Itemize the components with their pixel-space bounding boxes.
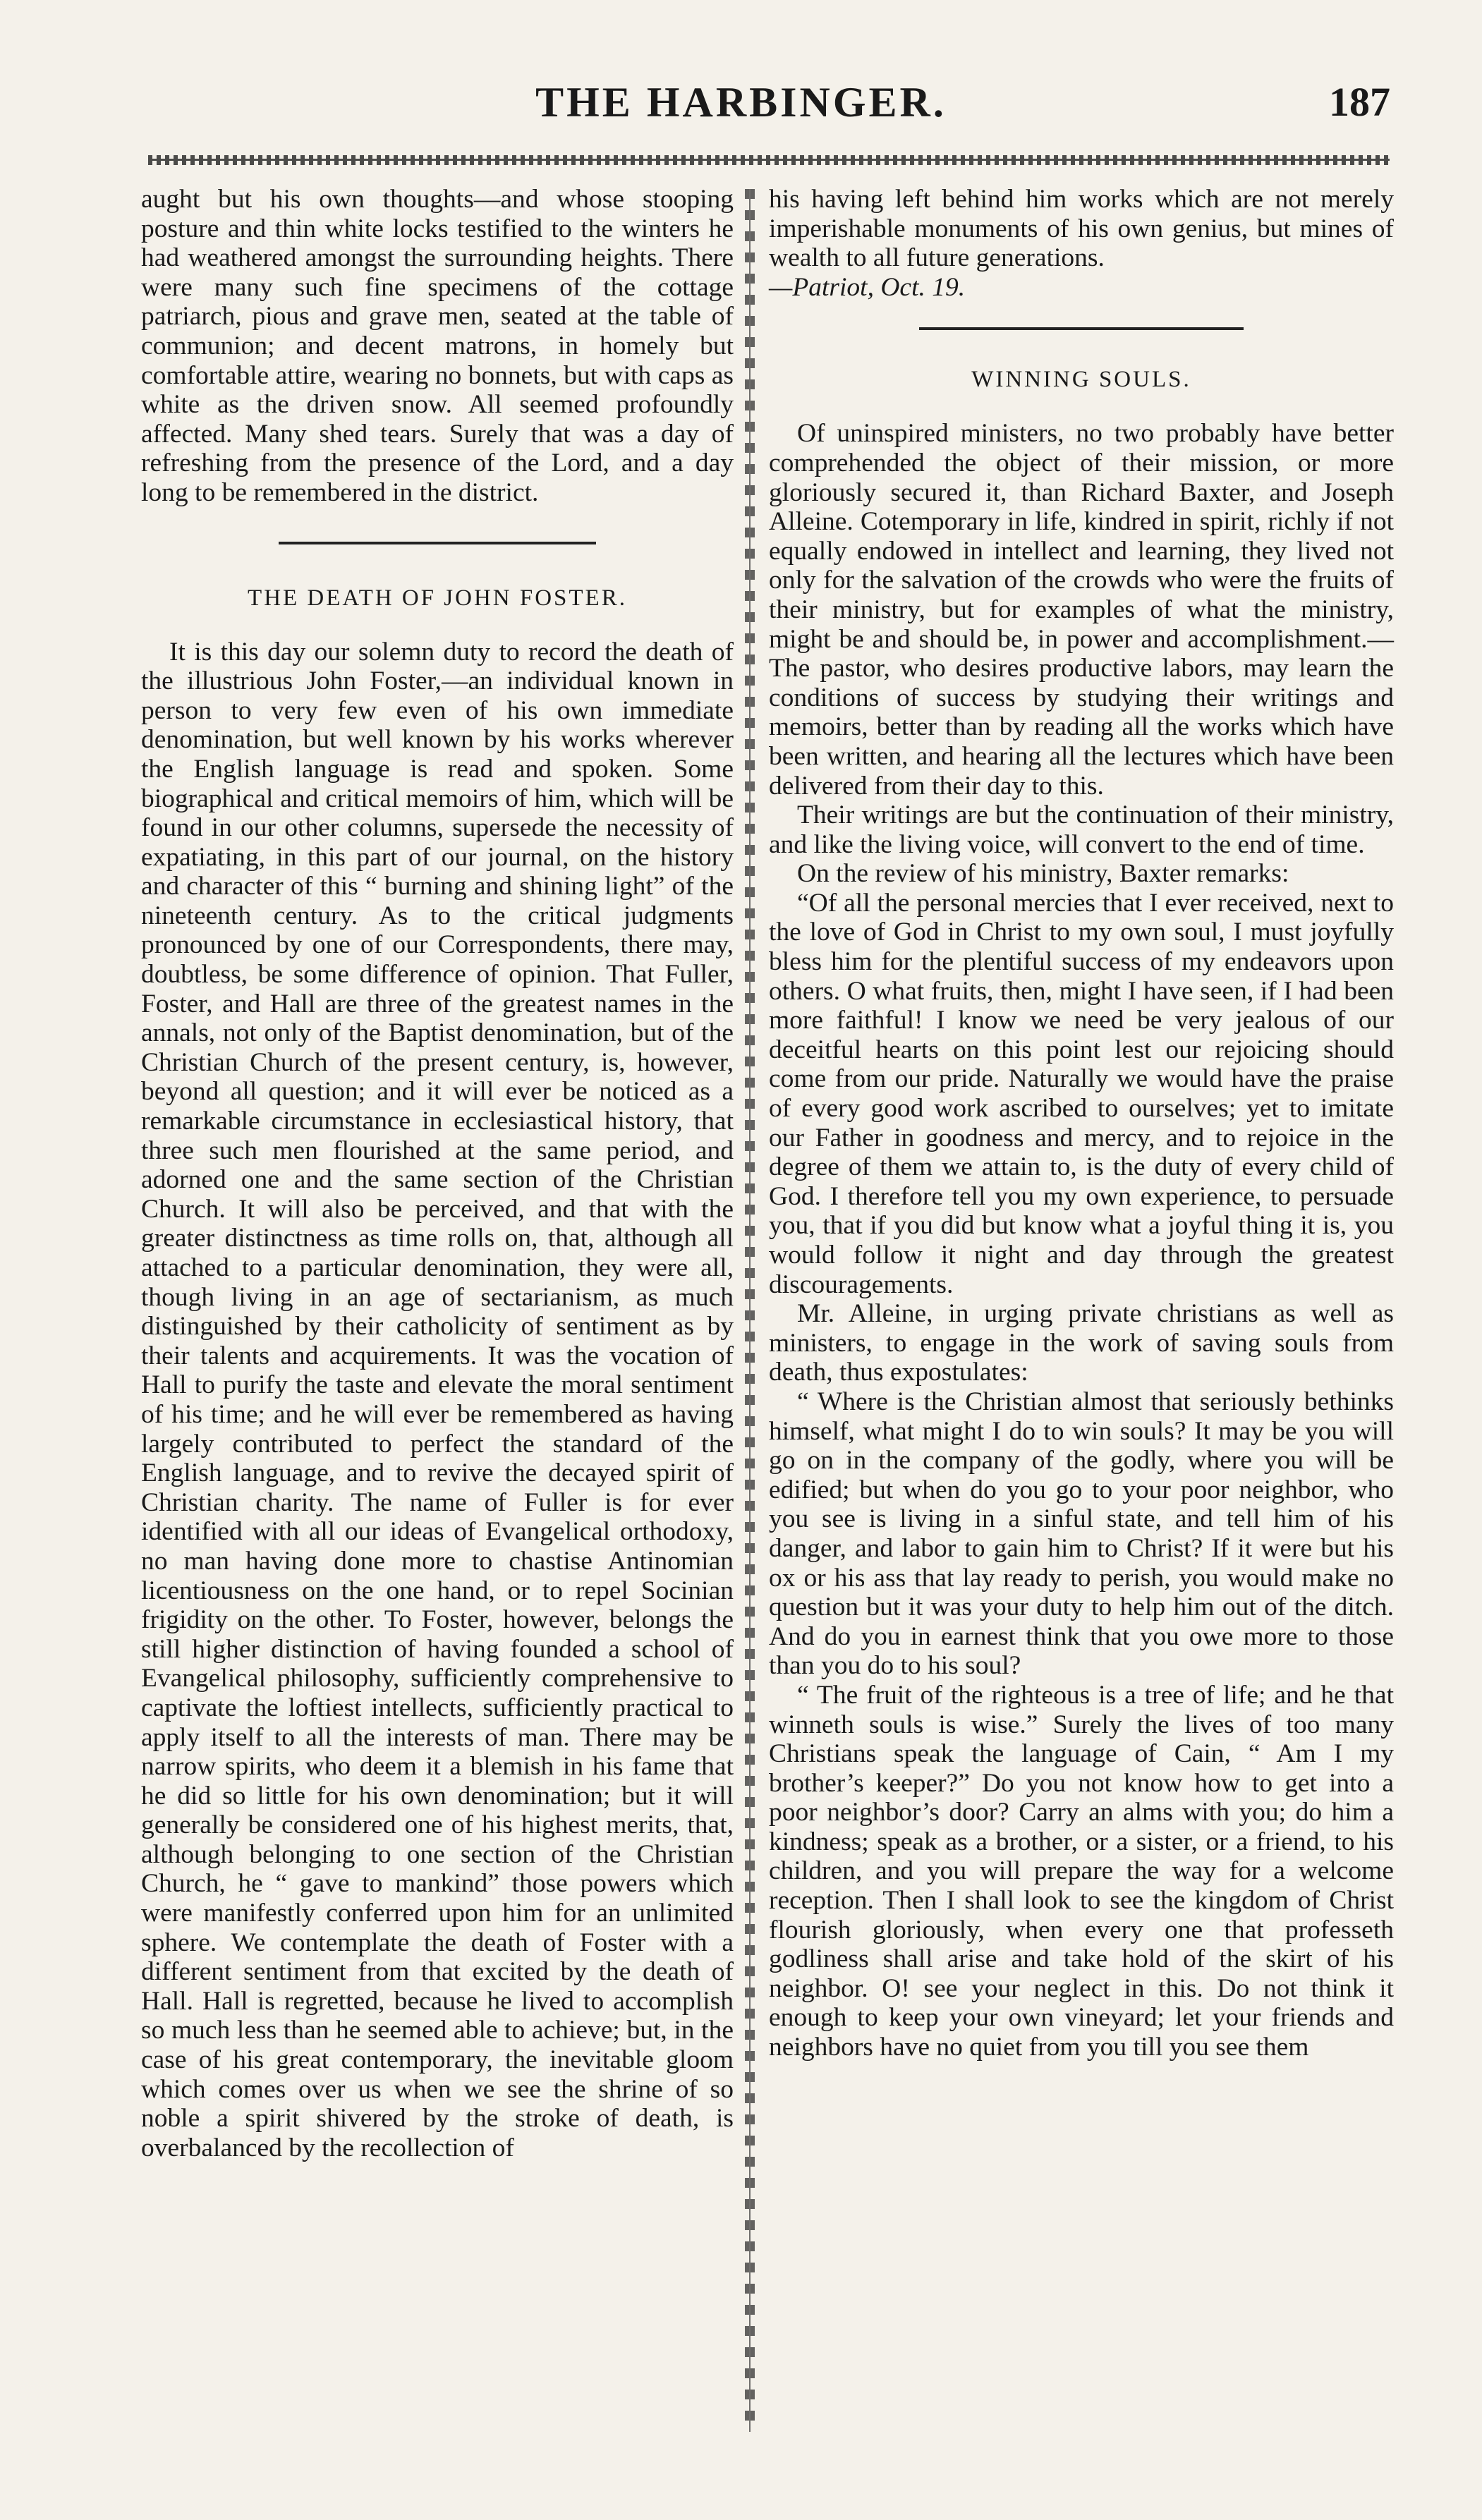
running-head: [0, 74, 1482, 130]
right-column: [769, 185, 1394, 2062]
quoted-paragraph: “Of all the personal mercies that I ever received, next to the love of God in Christ to my own soul, I must joyfully bless him for the plentiful success of my endeavors upon others. O what fruits, then, might I have seen, if I had been more faithful! I know we need be very jealous of our deceitful hearts on this point lest our rejoicing should come from our pride. Naturally we would have the praise of every good work ascribed to ourselves; yet to imitate our Father in goodness and mercy, and to rejoice in the degree of them we attain to, is the duty of every child of God. I therefore tell you my own experience, to persuade you, that if you did but know what a joyful thing it is, you would follow it night and day through the greatest discouragements.: [769, 888, 1394, 1299]
continued-paragraph: aught but his own thoughts—and whose stooping posture and thin white locks testified to the winters he had weathered amongst the surrounding heights. There were many such fine specimens of the cottage patriarch, pious and grave men, seated at the table of communion; and decent matrons, in homely but comfortable attire, wearing no bonnets, but with caps as white as the driven snow. All seemed profoundly affected. Many shed tears. Surely that was a day of refreshing from the presence of the Lord, and a day long to be remembered in the district.: [141, 185, 734, 507]
running-title: THE HARBINGER.: [535, 79, 947, 126]
article-paragraph: It is this day our solemn duty to record the death of the illustrious John Foster,—an individual known in person to very few even of his own immediate denomination, but well known by his works wherever the English language is read and spoken. Some biographical and critical memoirs of him, which will be found in our other columns, supersede the necessity of expatiating, in this part of our journal, on the history and character of this “ burning and shining light” of the nineteenth century. As to the critical judgments pronounced by one of our Correspondents, there may, doubtless, be some difference of opinion. That Fuller, Foster, and Hall are three of the greatest names in the annals, not only of the Baptist denomination, but of the Christian Church of the present century, is, however, beyond all question; and it will ever be noticed as a remarkable circumstance in ecclesiastical history, that three such men flourished at the same period, and adorned one and the same section of the Christian Church. It will also be perceived, and that with the greater distinctness as time rolls on, that, although all attached to a particular denomination, they were all, though living in an age of sectarianism, as much distinguished by their catholicity of sentiment as by their talents and acquirements. It was the vocation of Hall to purify the taste and elevate the moral sentiment of his time; and he will ever be remembered as having largely contributed to perfect the standard of the English language, and to revive the decayed spirit of Christian charity. The name of Fuller is for ever identified with all our ideas of Evangelical orthodoxy, no man having done more to chastise Antinomian licentiousness on the one hand, or to repel Socinian frigidity on the other. To Foster, however, belongs the still higher distinction of having founded a school of Evangelical philosophy, sufficiently comprehensive to captivate the loftiest intellects, sufficiently practical to apply itself to all the interests of man. There may be narrow spirits, who deem it a blemish in his fame that he did so little for his own denomination; but it will generally be considered one of his highest merits, that, although belonging to one section of the Christian Church, he “ gave to mankind” those powers which were manifestly conferred upon him for an unlimited sphere. We contemplate the death of Foster with a different sentiment from that excited by the death of Hall. Hall is regretted, because he lived to accomplish so much less than he seemed able to achieve; but, in the case of his great contemporary, the inevitable gloom which comes over us when we see the shrine of so noble a spirit shivered by the stroke of death, is overbalanced by the recollection of: [141, 637, 734, 2162]
section-divider: [919, 327, 1244, 330]
article-paragraph: Their writings are but the continuation of their ministry, and like the living voice, will convert to the end of time.: [769, 801, 1394, 859]
section-divider: [279, 542, 596, 544]
continued-paragraph: his having left behind him works which are not merely imperishable monuments of his own genius, but mines of wealth to all future generations.: [769, 185, 1394, 273]
article-paragraph: On the review of his ministry, Baxter remarks:: [797, 859, 1289, 889]
article-heading-winning-souls: WINNING SOULS.: [971, 367, 1191, 393]
left-column: [141, 185, 734, 2162]
column-divider: [745, 189, 755, 2432]
page-number: 187: [1329, 79, 1390, 125]
article-heading-death-of-john-foster: THE DEATH OF JOHN FOSTER.: [248, 585, 627, 611]
quoted-paragraph: “ The fruit of the righteous is a tree of life; and he that winneth souls is wise.” Surely the lives of too many Christians speak the language of Cain, “ Am I my brother’s keeper?” Do you not know how to get into a poor neighbor’s door? Carry an alms with you; do him a kindness; speak as a brother, or a sister, or a friend, to his children, and you will prepare the way for a welcome reception. Then I shall look to see the kingdom of Christ flourish gloriously, when every one that professeth godliness shall arise and take hold of the skirt of his neighbor. O! see your neglect in this. Do not think it enough to keep your own vineyard; let your friends and neighbors have no quiet from you till you see them: [769, 1680, 1394, 2062]
article-paragraph: Of uninspired ministers, no two probably have better comprehended the object of their mission, or more gloriously secured it, than Richard Baxter, and Joseph Alleine. Cotemporary in life, kindred in spirit, richly if not equally endowed in intellect and learning, they lived not only for the salvation of the crowds who were the fruits of their ministry, but for examples of what the ministry, might be and should be, in power and accomplishment.—The pastor, who desires productive labors, may learn the conditions of success by studying their writings and memoirs, better than by reading all the works which have been written, and hearing all the lectures which have been delivered from their day to this.: [769, 419, 1394, 801]
source-citation: —Patriot, Oct. 19.: [769, 272, 966, 302]
header-ornamental-rule: [148, 155, 1390, 165]
article-paragraph: Mr. Alleine, in urging private christians as well as ministers, to engage in the work of saving souls from death, thus expostulates:: [769, 1299, 1394, 1387]
quoted-paragraph: “ Where is the Christian almost that seriously bethinks himself, what might I do to win souls? It may be you will go on in the company of the godly, where you will be edified; but when do you go to your poor neighbor, who you see is living in a sinful state, and tell him of his danger, and labor to gain him to Christ? If it were but his ox or his ass that lay ready to perish, you would make no question but it was your duty to help him out of the ditch. And do you in earnest think that you owe more to those than you do to his soul?: [769, 1387, 1394, 1681]
